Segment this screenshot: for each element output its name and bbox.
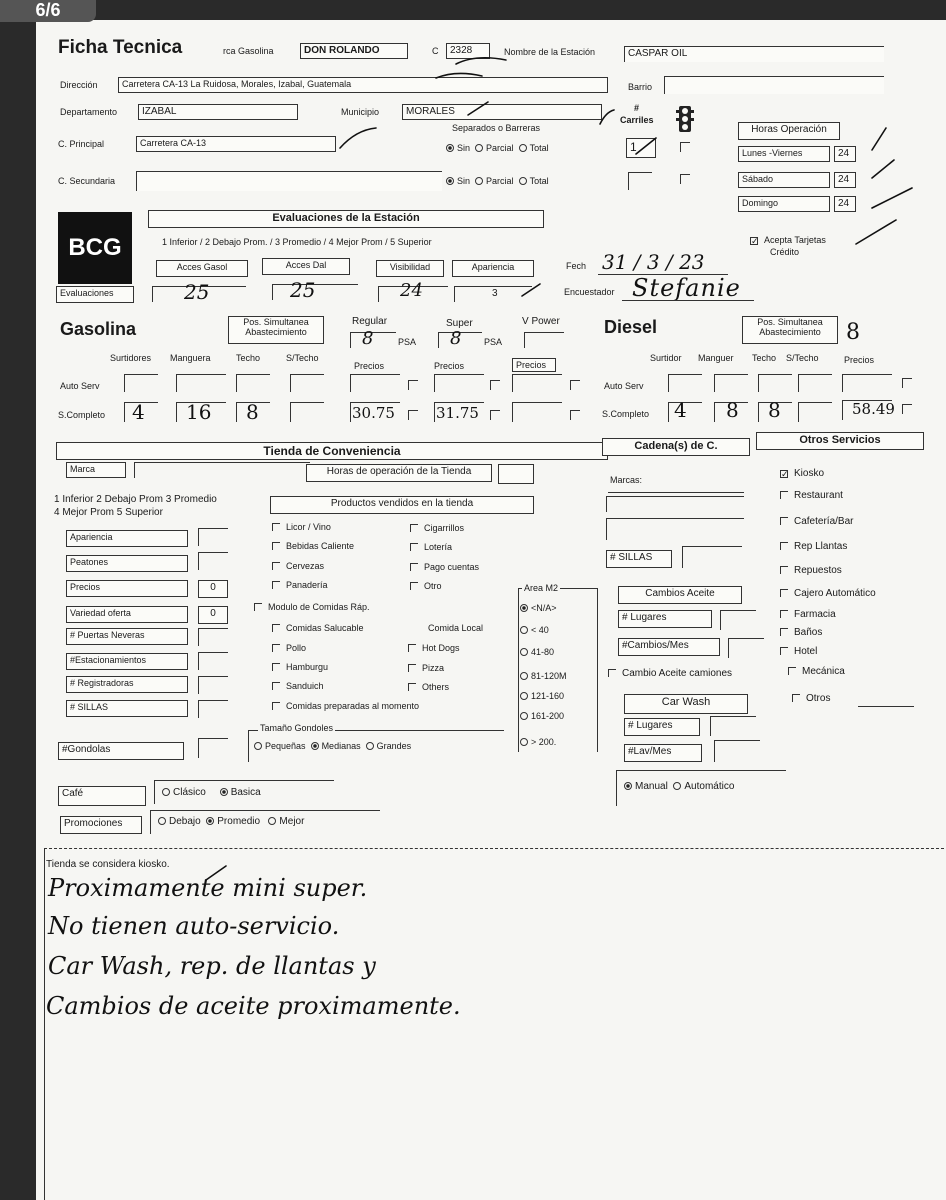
separados-label: Separados o Barreras [452,123,541,133]
gas-sin-techo-header: S/Techo [286,353,319,363]
encuestador-label: Encuestador [564,287,615,297]
tienda-precios-label: Precios [66,580,188,597]
tienda-sillas-label: # SILLAS [66,700,188,717]
diesel-pos-simultanea: Pos. Simultanea Abastecimiento [742,316,838,344]
diesel-sc-techo-value: 8 [768,398,781,422]
cambio-camiones[interactable]: Cambio Aceite camiones [608,668,732,679]
carriles-field[interactable]: 1 [626,138,656,158]
horas-operacion-title: Horas Operación [738,122,840,140]
c-secundaria-label: C. Secundaria [58,176,116,186]
barrio-label: Barrio [628,82,653,92]
tienda-variedad-field[interactable]: 0 [198,606,228,624]
otro-kiosko-check[interactable]: ✓ [781,469,789,479]
tienda-title: Tienda de Conveniencia [56,442,608,460]
direccion-label: Dirección [60,80,98,90]
regular-precios-header: Precios [354,361,385,371]
diesel-manguer-header: Manguer [698,353,734,363]
prod-sandwich[interactable]: Sanduich [272,682,324,692]
prod-pollo[interactable]: Pollo [272,644,306,654]
prod-pago-cuentas[interactable]: Pago cuentas [410,563,479,573]
area-opt-na[interactable]: <N/A> [520,604,557,614]
fecha-value[interactable]: 31 / 3 / 23 [602,250,705,274]
tienda-registradoras-label: # Registradoras [66,676,188,693]
productos-title: Productos vendidos en la tienda [270,496,534,514]
acces-gasol-value: 25 [184,280,210,304]
marcas-label: Marcas: [610,475,643,485]
notes-line-3[interactable]: Car Wash, rep. de llantas y [48,952,376,980]
sabado-field[interactable]: 24 [834,172,856,188]
departamento-label: Departamento [60,107,118,117]
prod-others[interactable]: Others [408,683,449,693]
prod-licor[interactable]: Licor / Vino [272,523,331,533]
car-wash-title: Car Wash [624,694,748,714]
municipio-field[interactable]: MORALES [402,104,602,120]
otro-rep-llantas[interactable]: Rep Llantas [780,541,847,552]
gasolina-pos-simultanea: Pos. Simultanea Abastecimiento [228,316,324,344]
otro-otros[interactable]: Otros [792,693,830,704]
evaluaciones-row-label: Evaluaciones [56,286,134,303]
c-principal-label: C. Principal [58,139,105,149]
tamano-options[interactable]: Pequeñas Medianas Grandes [254,742,411,752]
evaluaciones-scale: 1 Inferior / 2 Debajo Prom. / 3 Promedio / 4 Mejor Prom / 5 Superior [162,237,432,247]
cadena-title: Cadena(s) de C. [602,438,750,456]
cafe-label: Café [58,786,146,806]
prod-hot-dogs[interactable]: Hot Dogs [408,644,460,654]
gas-auto-serv-label: Auto Serv [60,381,100,391]
car-wash-tipo-options[interactable]: Manual Automático [624,781,734,792]
gas-techo-header: Techo [236,353,261,363]
diesel-s-completo-label: S.Completo [602,409,650,419]
prod-otro[interactable]: Otro [410,582,442,592]
notes-line-4[interactable]: Cambios de aceite proximamente. [46,992,461,1020]
acepta-tarjetas-credito: Crédito [770,247,800,257]
prod-modulo[interactable]: Modulo de Comidas Ráp. [254,603,370,613]
page-counter: 6/6 [0,0,96,22]
gas-sc-techo-value: 8 [246,400,259,424]
acepta-tarjetas-check[interactable]: ✓ [751,236,759,246]
tienda-variedad-label: Variedad oferta [66,606,188,623]
sabado-label: Sábado [738,172,830,188]
municipio-label: Municipio [341,107,380,117]
diesel-surtidor-header: Surtidor [650,353,682,363]
otro-hotel[interactable]: Hotel [780,646,817,657]
tienda-scale-1: 1 Inferior 2 Debajo Prom 3 Promedio [54,494,217,505]
gas-surtidores-header: Surtidores [110,353,152,363]
super-label: Super [446,318,473,329]
visibilidad-value: 24 [400,280,423,301]
tienda-horas-label: Horas de operación de la Tienda [306,464,492,482]
diesel-sc-surtidor-value: 4 [674,398,687,422]
promociones-options[interactable]: Debajo Promedio Mejor [158,816,304,827]
area-opt-40[interactable]: < 40 [520,626,549,636]
evaluaciones-title: Evaluaciones de la Estación [148,210,544,228]
prod-cigarrillos[interactable]: Cigarrillos [410,524,464,534]
tienda-puertas-label: # Puertas Neveras [66,628,188,645]
direccion-field[interactable]: Carretera CA-13 La Ruidosa, Morales, Izabal, Guatemala [118,77,608,93]
regular-psa: PSA [398,337,417,347]
domingo-field[interactable]: 24 [834,196,856,212]
page-title: Ficha Tecnica [58,37,183,58]
cambios-mes-label: #Cambios/Mes [618,638,720,656]
vpower-precios-header: Precios [512,358,556,372]
tamano-gondolas-title: Tamaño Gondoles [260,723,334,733]
pen-strokes [36,20,946,1200]
notes-printed: Tienda se considera kiosko. [46,859,170,870]
lav-mes-label: #Lav/Mes [624,744,702,762]
otro-repuestos[interactable]: Repuestos [780,565,842,576]
diesel-pos-simultanea-value[interactable]: 8 [846,320,860,345]
carriles-label: Carriles [620,115,654,125]
prod-comidas-saludable[interactable]: Comidas Salucable [272,624,364,634]
gas-manguera-header: Manguera [170,353,211,363]
gas-sc-precio-super-value: 31.75 [436,404,479,422]
otro-banos[interactable]: Baños [780,627,822,638]
gas-sc-manguera-value: 16 [186,400,212,424]
area-title: Area M2 [524,583,559,593]
nombre-estacion-label: Nombre de la Estación [504,47,596,57]
tienda-precios-field[interactable]: 0 [198,580,228,598]
acces-dal-value: 25 [290,278,316,302]
cafe-options[interactable]: Clásico Basica [162,787,261,798]
prod-comida-local: Comida Local [428,623,484,633]
nombre-estacion-field[interactable]: CASPAR OIL [624,46,884,62]
diesel-title: Diesel [604,317,658,337]
acepta-tarjetas[interactable]: ✓ Acepta Tarjetas [751,235,826,246]
otro-kiosko[interactable]: ✓ Kiosko [781,468,825,479]
tienda-estacionamientos-label: #Estacionamientos [66,653,188,670]
area-opt-over-200[interactable]: > 200. [520,738,556,748]
c-principal-field[interactable]: Carretera CA-13 [136,136,336,152]
domingo-label: Domingo [738,196,830,212]
marca-gasolina-field[interactable]: DON ROLANDO [300,43,408,59]
carriles-label-hash: # [634,103,640,113]
id-label: C [432,46,439,56]
gas-sc-precio-regular-value: 30.75 [352,404,395,422]
departamento-field[interactable]: IZABAL [138,104,298,120]
prod-hamburguesa[interactable]: Hamburgu [272,663,328,673]
lunes-viernes-field[interactable]: 24 [834,146,856,162]
ficha-tecnica-sheet [36,20,946,1200]
otro-cafeteria[interactable]: Cafetería/Bar [780,516,853,527]
diesel-techo-header: Techo [752,353,777,363]
tienda-peatones-label: Peatones [66,555,188,572]
diesel-auto-serv-label: Auto Serv [604,381,644,391]
car-wash-lugares-label: # Lugares [624,718,700,736]
acces-dal-header: Acces Dal [262,258,350,275]
lunes-viernes-label: Lunes -Viernes [738,146,830,162]
prod-preparadas[interactable]: Comidas preparadas al momento [272,702,419,712]
vpower-label: V Power [522,316,560,327]
super-psa: PSA [484,337,503,347]
principal-barrera-options[interactable]: Sin Parcial Total [446,144,549,154]
diesel-precios-header: Precios [844,355,875,365]
fecha-label: Fech [566,261,587,271]
cambios-aceite-title: Cambios Aceite [618,586,742,604]
prod-cervezas[interactable]: Cervezas [272,562,324,572]
cadena-sillas-label: # SILLAS [606,550,672,568]
gas-sc-surtidores-value: 4 [132,400,145,424]
otro-farmacia[interactable]: Farmacia [780,609,836,620]
otro-mecanica[interactable]: Mecánica [788,666,845,677]
regular-pos-value: 8 [362,328,374,349]
secundaria-barrera-options[interactable]: Sin Parcial Total [446,177,549,187]
tienda-scale-2: 4 Mejor Prom 5 Superior [54,507,163,518]
super-pos-value: 8 [450,328,462,349]
tienda-marca-label: Marca [66,462,126,478]
encuestador-value[interactable]: Stefanie [632,274,741,302]
diesel-sin-techo-header: S/Techo [786,353,819,363]
area-opt-200[interactable]: 161-200 [520,712,564,722]
apariencia-value: 3 [492,288,498,299]
regular-label: Regular [352,316,388,327]
acces-gasol-header: Acces Gasol [156,260,248,277]
id-field[interactable]: 2328 [446,43,490,59]
cambios-lugares-label: # Lugares [618,610,712,628]
notes-line-1[interactable]: Proximamente mini super. [48,874,368,902]
visibilidad-header: Visibilidad [376,260,444,277]
notes-line-2[interactable]: No tienen auto-servicio. [48,912,340,940]
gasolina-title: Gasolina [60,319,137,339]
area-opt-160[interactable]: 121-160 [520,692,564,702]
area-opt-120[interactable]: 81-120M [520,672,567,682]
otros-servicios-title: Otros Servicios [756,432,924,450]
otro-cajero[interactable]: Cajero Automático [780,588,876,599]
prod-loteria[interactable]: Lotería [410,543,452,553]
gas-s-completo-label: S.Completo [58,410,106,420]
diesel-sc-precio-value: 58.49 [852,400,895,418]
tienda-gondolas-label: #Gondolas [58,742,184,760]
otro-restaurant[interactable]: Restaurant [780,490,843,501]
prod-pizza[interactable]: Pizza [408,664,444,674]
area-opt-80[interactable]: 41-80 [520,648,554,658]
tienda-apariencia-label: Apariencia [66,530,188,547]
prod-panaderia[interactable]: Panadería [272,581,328,591]
promociones-label: Promociones [60,816,142,834]
bcg-logo: BCG [58,212,132,284]
diesel-sc-manguer-value: 8 [726,398,739,422]
apariencia-header: Apariencia [452,260,534,277]
marca-gasolina-label: rca Gasolina [223,46,274,56]
prod-bebidas[interactable]: Bebidas Caliente [272,542,354,552]
super-precios-header: Precios [434,361,465,371]
